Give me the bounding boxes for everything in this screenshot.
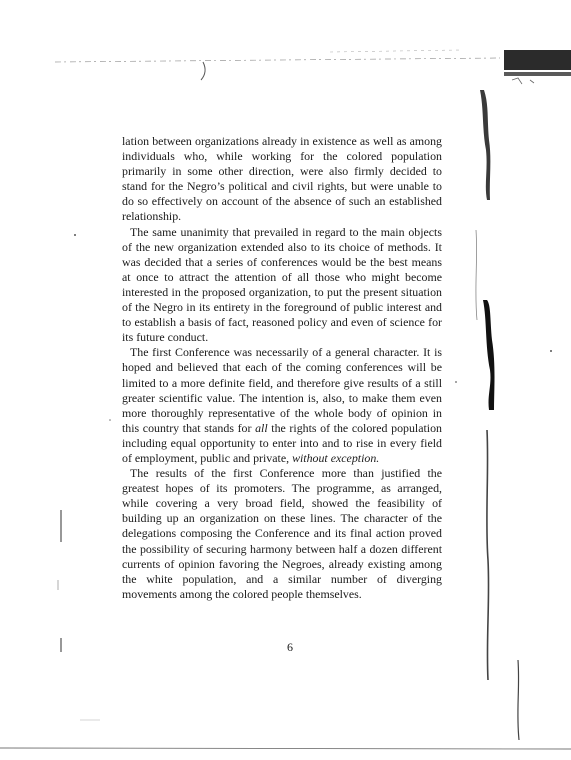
paragraph-p4	[122, 466, 442, 602]
paragraph-p2	[122, 225, 442, 346]
binding-edge-mark	[512, 78, 534, 84]
page-text-block	[122, 134, 442, 602]
binding-line-right	[518, 660, 519, 740]
binding-block-stripe	[504, 72, 571, 76]
italic-text: all	[255, 420, 268, 435]
paragraph-p3	[122, 345, 442, 466]
italic-text: without exception.	[292, 450, 380, 465]
binding-shadow-middle	[483, 300, 495, 410]
paragraph-text: the rights of the colored population including equal opportunity to enter into and to rise in every field of employment, public and private,	[122, 420, 442, 465]
speck	[550, 350, 552, 352]
binding-line-lower	[487, 430, 489, 680]
speck	[109, 419, 111, 421]
bottom-edge-line	[0, 748, 571, 749]
paragraph-p1	[122, 134, 442, 225]
paragraph-text: lation between organizations already in existence as well as among individuals who, while working for the colored population primarily in some other direction, were also firmly decided to stand for the Negro’s political and civil rights, but were unable to do so effectively on account of the absence of such an established relationship.	[122, 134, 442, 224]
page-number: 6	[287, 640, 293, 654]
paragraph-text: The results of the first Conference more than justified the greatest hopes of its promoters. The programme, as arranged, while covering a very broad field, showed the feasibility of building up an organization on these lines. The character of the delegations composing the Conference and its final action proved the possibility of securing harmony between half a dozen different currents of opinion favoring the Negroes, already existing among the white population, and a similar number of diverging movements among the colored people themselves.	[122, 466, 442, 601]
binding-line-thin	[476, 230, 477, 320]
paragraph-text: The first Conference was necessarily of a general character. It is hoped and believed that each of the coming conferences will be limited to a more definite field, and therefore give results of a still greater scientific value. The intention is, also, to make them even more thoroughly representative of the whole body of opinion in this country that stands for	[122, 345, 442, 435]
binding-block	[504, 50, 571, 70]
binding-shadow-upper	[480, 90, 490, 200]
speck	[74, 234, 76, 236]
top-scan-line	[55, 58, 500, 62]
top-curve-mark	[201, 62, 205, 80]
paragraph-text: The same unanimity that prevailed in regard to the main objects of the new organization extended also to its choice of methods. It was decided that a series of conferences would be the best means at once to attract the attention of all those who might become interested in the proposed organization, to put the present situation of the Negro in its entirety in the foreground of public interest and to establish a basis of fact, reasoned policy and even of science for its future conduct.	[122, 224, 442, 345]
speck	[455, 381, 457, 383]
top-scan-line-2	[330, 50, 460, 52]
